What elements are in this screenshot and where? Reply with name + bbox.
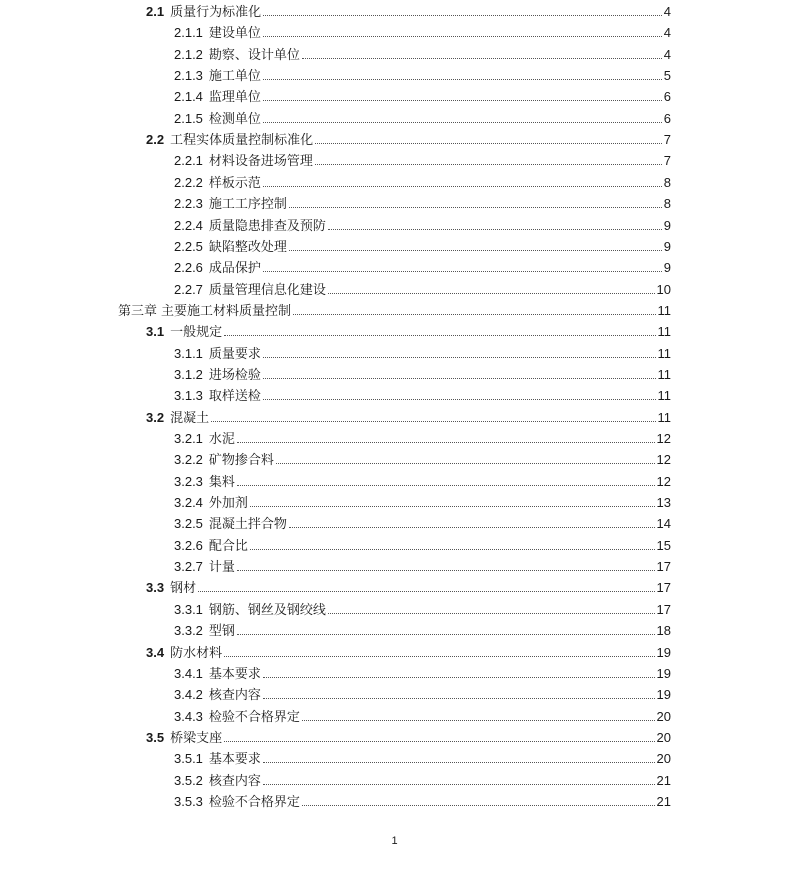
toc-entry-title: 型钢 [208,623,235,639]
toc-entry[interactable] [0,344,789,364]
dot-leader [263,762,655,763]
toc-entry-number: 3.2.5 [174,516,203,532]
toc-entry[interactable] [0,728,789,748]
toc-entry-title: 检验不合格界定 [208,708,300,724]
toc-entry-page: 12 [656,431,671,446]
toc-entry-page: 20 [656,729,671,745]
toc-entry-page: 19 [656,665,671,681]
toc-entry[interactable] [0,322,789,342]
toc-entry[interactable] [0,173,789,193]
toc-entry[interactable] [0,600,789,620]
toc-entry-title: 桥梁支座 [170,729,223,745]
toc-entry-number: 2.1.4 [174,89,203,105]
toc-entry-page: 7 [663,132,671,148]
toc-entry-title: 取样送检 [208,388,261,404]
toc-entry[interactable] [0,557,789,577]
dot-leader [263,79,662,80]
toc-entry-number: 3.2.4 [174,495,203,511]
toc-entry[interactable] [0,237,789,257]
toc-entry-page: 9 [663,217,671,233]
dot-leader [263,677,655,678]
toc-entry-title: 防水材料 [170,644,223,660]
toc-entry[interactable] [0,408,789,428]
toc-entry-number: 3.2 [146,409,165,425]
toc-entry-page: 12 [656,473,671,489]
toc-entry-page: 11 [657,302,671,318]
dot-leader [302,805,655,806]
toc-entry[interactable] [0,578,789,598]
toc-entry-page: 11 [657,409,671,425]
dot-leader [263,15,662,16]
toc-entry[interactable] [0,386,789,406]
toc-entry-number: 2.2.2 [174,174,203,190]
toc-entry-number: 3.3.2 [174,623,203,639]
toc-entry-number: 3.2.6 [174,537,203,553]
toc-entry-title: 勘察、设计单位 [208,46,300,62]
dot-leader [237,485,655,486]
toc-entry-page: 17 [656,580,671,596]
toc-entry-title: 一般规定 [170,324,223,340]
toc-entry-page: 9 [663,238,671,254]
toc-entry-title: 样板示范 [208,174,261,190]
toc-entry-number: 2.1.1 [174,25,203,41]
toc-entry-title: 缺陷整改处理 [208,238,287,254]
toc-entry-title: 质量行为标准化 [170,4,262,19]
toc-entry[interactable] [0,130,789,150]
toc-entry-number: 2.1.2 [174,46,203,62]
toc-entry[interactable] [0,2,789,22]
dot-leader [276,463,655,464]
dot-leader [328,613,655,614]
toc-entry[interactable] [0,151,789,171]
toc-entry-title: 配合比 [208,537,248,553]
toc-entry-page: 4 [663,4,671,19]
toc-entry-title: 计量 [208,559,235,575]
toc-entry-number: 2.1 [146,4,165,19]
toc-entry-page: 8 [663,196,671,212]
toc-entry-title: 基本要求 [208,751,261,767]
toc-entry-page: 13 [656,495,671,511]
toc-entry-number: 3.1.2 [174,366,203,382]
toc-entry-page: 4 [663,46,671,62]
dot-leader [237,634,655,635]
dot-leader [263,100,662,101]
toc-entry[interactable] [0,749,789,769]
dot-leader [302,720,655,721]
toc-entry-number: 第三章 [118,302,158,318]
toc-entry[interactable] [0,87,789,107]
dot-leader [315,164,662,165]
toc-entry-page: 11 [657,366,671,382]
toc-entry[interactable] [0,514,789,534]
toc-entry-page: 19 [656,644,671,660]
dot-leader [250,549,655,550]
toc-entry-number: 3.5.2 [174,772,203,788]
dot-leader [224,741,654,742]
dot-leader [263,122,662,123]
toc-entry[interactable] [0,707,789,727]
dot-leader [289,527,655,528]
toc-entry[interactable] [0,536,789,556]
dot-leader [237,570,655,571]
toc-entry[interactable] [0,450,789,470]
toc-entry-title: 钢材 [170,580,197,596]
toc-entry-title: 进场检验 [208,366,261,382]
toc-entry[interactable] [0,66,789,86]
toc-entry-page: 18 [656,623,671,639]
dot-leader [263,784,655,785]
dot-leader [250,506,655,507]
toc-entry-page: 6 [663,110,671,126]
toc-entry-number: 3.4 [146,644,165,660]
toc-entry-title: 成品保护 [208,260,261,276]
toc-entry-title: 水泥 [208,431,235,446]
toc-entry-page: 17 [656,559,671,575]
toc-entry[interactable] [0,621,789,641]
toc-entry[interactable] [0,685,789,705]
toc-entry-page: 14 [656,516,671,532]
dot-leader [315,143,662,144]
toc-entry-page: 7 [663,153,671,169]
toc-entry-title: 施工工序控制 [208,196,287,212]
toc-entry-number: 3.1 [146,324,165,340]
toc-entry-title: 质量隐患排查及预防 [208,217,326,233]
toc-entry-number: 2.2.3 [174,196,203,212]
toc-entry-title: 基本要求 [208,665,261,681]
dot-leader [293,314,655,315]
toc-entry[interactable] [0,216,789,236]
toc-entry-page: 6 [663,89,671,105]
toc-entry-page: 21 [656,772,671,788]
toc-entry-title: 施工单位 [208,68,261,84]
toc-entry-page: 17 [656,601,671,617]
toc-entry-page: 4 [663,25,671,41]
toc-entry-number: 3.2.2 [174,452,203,468]
toc-entry-title: 工程实体质量控制标准化 [170,132,314,148]
toc-entry-number: 3.5 [146,729,165,745]
toc-entry-number: 2.2.6 [174,260,203,276]
toc-entry-page: 19 [656,687,671,703]
toc-entry-title: 检验不合格界定 [208,793,300,809]
dot-leader [289,207,662,208]
toc-entry-number: 3.2.1 [174,431,203,446]
dot-leader [328,293,655,294]
toc-entry-page: 11 [657,324,671,340]
dot-leader [224,656,654,657]
toc-entry[interactable] [0,109,789,129]
toc-entry-number: 3.5.1 [174,751,203,767]
toc-entry[interactable] [0,429,789,449]
toc-entry-number: 3.1.3 [174,388,203,404]
toc-entry-title: 混凝土拌合物 [208,516,287,532]
toc-entry-title: 质量要求 [208,345,261,361]
toc-entry[interactable] [0,771,789,791]
toc-entry-page: 20 [656,708,671,724]
toc-entry-page: 10 [656,281,671,297]
toc-entry-title: 外加剂 [208,495,248,511]
toc-entry-title: 主要施工材料质量控制 [161,302,292,318]
toc-entry-title: 混凝土 [170,409,210,425]
toc-entry-number: 3.3.1 [174,601,203,617]
toc-entry-number: 3.1.1 [174,345,203,361]
dot-leader [263,186,662,187]
toc-entry-title: 矿物掺合料 [208,452,274,468]
toc-entry-number: 3.4.1 [174,665,203,681]
toc-entry[interactable] [0,301,789,321]
toc-entry-title: 质量管理信息化建设 [208,281,326,297]
toc-entry-title: 核查内容 [208,772,261,788]
dot-leader [289,250,662,251]
toc-entry[interactable] [0,258,789,278]
dot-leader [302,58,662,59]
dot-leader [263,36,662,37]
toc-entry-page: 15 [656,537,671,553]
toc-entry-page: 11 [657,388,671,404]
dot-leader [263,357,656,358]
toc-entry-number: 2.2 [146,132,165,148]
toc-entry[interactable] [0,365,789,385]
toc-entry-title: 建设单位 [208,25,261,41]
toc-entry[interactable] [0,280,789,300]
dot-leader [263,378,656,379]
toc-entry[interactable] [0,45,789,65]
toc-entry[interactable] [0,493,789,513]
toc-entry-page: 9 [663,260,671,276]
dot-leader [263,698,655,699]
toc-entry-number: 3.4.3 [174,708,203,724]
dot-leader [198,591,654,592]
toc-entry-number: 3.3 [146,580,165,596]
toc-entry-number: 3.2.3 [174,473,203,489]
toc-entry-title: 检测单位 [208,110,261,126]
toc-entry-number: 2.1.3 [174,68,203,84]
toc-entry[interactable] [0,23,789,43]
toc-entry-page: 21 [656,793,671,809]
toc-entry[interactable] [0,643,789,663]
toc-entry[interactable] [0,194,789,214]
toc-entry-page: 20 [656,751,671,767]
toc-entry-number: 3.2.7 [174,559,203,575]
toc-entry-number: 3.5.3 [174,793,203,809]
dot-leader [263,399,656,400]
dot-leader [328,229,662,230]
toc-entry-page: 5 [663,68,671,84]
dot-leader [263,271,662,272]
toc-entry-title: 核查内容 [208,687,261,703]
toc-entry[interactable] [0,792,789,812]
toc-entry-number: 2.1.5 [174,110,203,126]
dot-leader [237,442,655,443]
toc-entry-page: 11 [657,345,671,361]
toc-entry-title: 钢筋、钢丝及钢绞线 [208,601,326,617]
toc-entry-number: 2.2.4 [174,217,203,233]
toc-entry-number: 2.2.5 [174,238,203,254]
toc-entry-page: 8 [663,174,671,190]
toc-entry-number: 3.4.2 [174,687,203,703]
toc-entry-title: 监理单位 [208,89,261,105]
toc-entry-title: 集料 [208,473,235,489]
toc-entry[interactable] [0,664,789,684]
toc-entry-page: 12 [656,452,671,468]
toc-entry[interactable] [0,472,789,492]
dot-leader [211,421,655,422]
toc-entry-number: 2.2.1 [174,153,203,169]
toc-entry-number: 2.2.7 [174,281,203,297]
page-number: 1 [391,835,398,847]
dot-leader [224,335,655,336]
toc-entry-title: 材料设备进场管理 [208,153,313,169]
